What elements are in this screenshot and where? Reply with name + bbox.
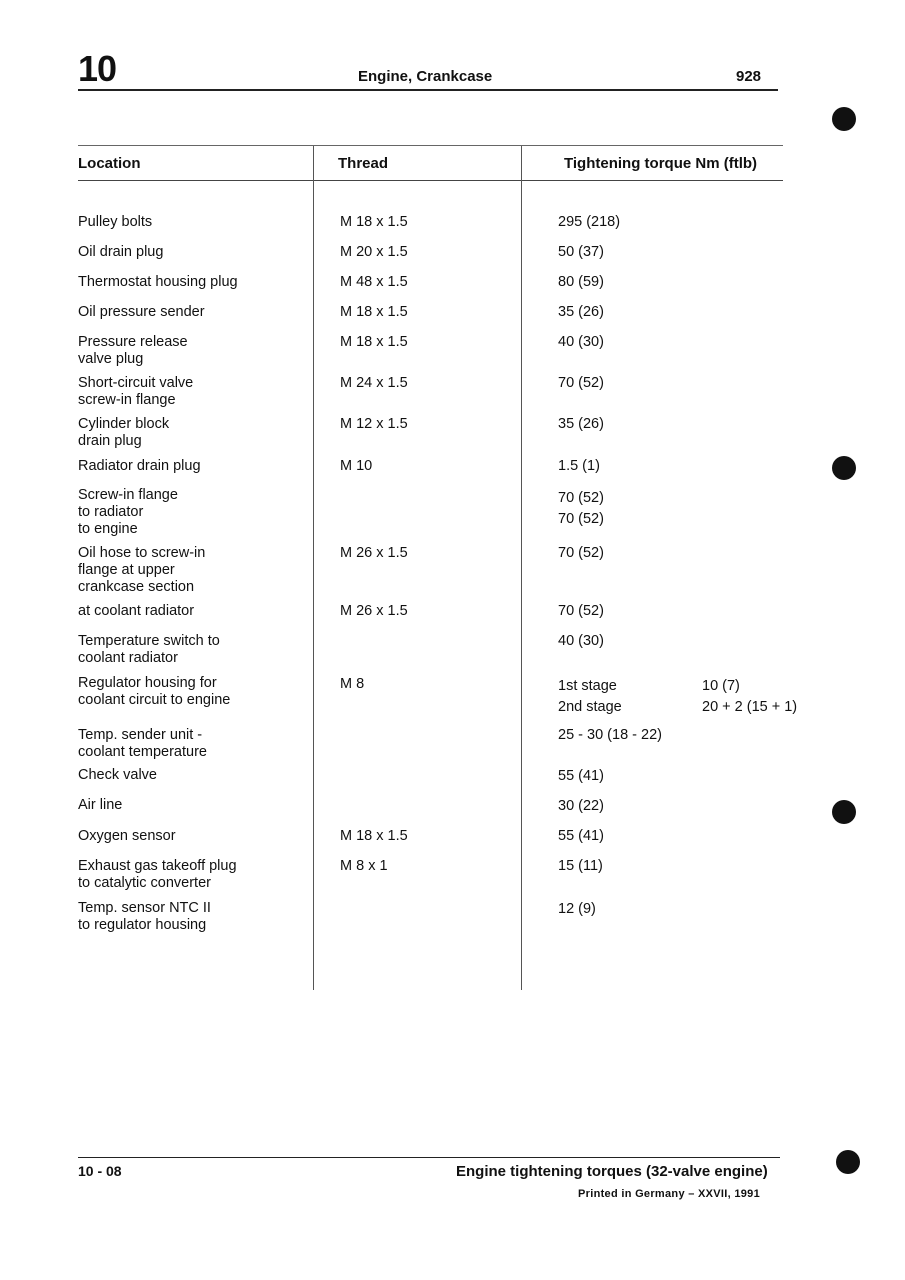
thread-cell: M 26 x 1.5 [340, 603, 408, 619]
header-rule [78, 89, 778, 91]
footer-title: Engine tightening torques (32-valve engine) [456, 1163, 768, 1180]
printed-notice: Printed in Germany – XXVII, 1991 [578, 1188, 761, 1200]
torque-cell: 40 (30) [558, 633, 604, 649]
thread-cell: M 18 x 1.5 [340, 214, 408, 230]
thread-cell: M 18 x 1.5 [340, 304, 408, 320]
punch-hole-icon [832, 107, 856, 131]
torque-cell: 35 (26) [558, 416, 604, 432]
location-cell: Oil drain plug [78, 244, 164, 260]
location-cell: Temp. sender unit - coolant temperature [78, 727, 207, 760]
torque-cell: 70 (52) 70 (52) [558, 490, 604, 527]
thread-cell: M 26 x 1.5 [340, 545, 408, 561]
torque-cell: 55 (41) [558, 768, 604, 784]
torque-cell: 70 (52) [558, 603, 604, 619]
column-header-location: Location [78, 155, 141, 172]
punch-hole-icon [832, 800, 856, 824]
location-cell: Oxygen sensor [78, 828, 176, 844]
thread-cell: M 12 x 1.5 [340, 416, 408, 432]
location-cell: Cylinder block drain plug [78, 416, 170, 449]
thread-cell: M 10 [340, 458, 373, 474]
location-cell: Temp. sensor NTC II to regulator housing [78, 900, 211, 933]
thread-cell: M 18 x 1.5 [340, 828, 408, 844]
thread-cell: M 8 x 1 [340, 858, 388, 874]
location-cell: Screw-in flange to radiator to engine [78, 487, 178, 537]
thread-cell: M 48 x 1.5 [340, 274, 408, 290]
location-cell: Regulator housing for coolant circuit to engine [78, 675, 231, 708]
torque-cell: 30 (22) [558, 798, 604, 814]
punch-hole-icon [836, 1150, 860, 1174]
torque-cell: 70 (52) [558, 375, 604, 391]
thread-cell: M 8 [340, 676, 365, 692]
torque-cell: 55 (41) [558, 828, 604, 844]
torque-cell: 70 (52) [558, 545, 604, 561]
location-cell: Check valve [78, 767, 157, 783]
table-top-rule [78, 145, 783, 146]
thread-cell: M 20 x 1.5 [340, 244, 408, 260]
torque-cell: 80 (59) [558, 274, 604, 290]
torque-cell: 15 (11) [558, 858, 603, 874]
location-cell: Pressure release valve plug [78, 334, 188, 367]
column-header-torque: Tightening torque Nm (ftlb) [564, 155, 758, 172]
chapter-number: 10 [78, 48, 117, 89]
column-header-thread: Thread [338, 155, 389, 172]
footer-rule [78, 1157, 780, 1158]
column-divider-1 [313, 146, 314, 990]
location-cell: Oil pressure sender [78, 304, 205, 320]
torque-cell: 1.5 (1) [558, 458, 600, 474]
location-cell: Thermostat housing plug [78, 274, 238, 290]
torque-stage-value-cell: 10 (7) 20 + 2 (15 + 1) [702, 678, 798, 715]
thread-cell: M 18 x 1.5 [340, 334, 408, 350]
page-number: 10 - 08 [78, 1163, 122, 1179]
location-cell: Exhaust gas takeoff plug to catalytic converter [78, 858, 237, 891]
location-cell: Pulley bolts [78, 214, 153, 230]
torque-cell: 295 (218) [558, 214, 621, 230]
location-cell: Temperature switch to coolant radiator [78, 633, 220, 666]
torque-cell: 50 (37) [558, 244, 604, 260]
torque-cell: 12 (9) [558, 901, 596, 917]
thread-cell: M 24 x 1.5 [340, 375, 408, 391]
location-cell: Oil hose to screw-in flange at upper crankcase section [78, 545, 206, 595]
torque-cell: 35 (26) [558, 304, 604, 320]
location-cell: at coolant radiator [78, 603, 195, 619]
punch-hole-icon [832, 456, 856, 480]
table-header-rule [78, 180, 783, 181]
location-cell: Air line [78, 797, 123, 813]
torque-cell: 25 - 30 (18 - 22) [558, 727, 662, 743]
model-number: 928 [736, 68, 762, 85]
location-cell: Short-circuit valve screw-in flange [78, 375, 194, 408]
column-divider-2 [521, 146, 522, 990]
torque-cell: 40 (30) [558, 334, 604, 350]
section-title: Engine, Crankcase [358, 68, 493, 85]
torque-stage-cell: 1st stage 2nd stage [558, 678, 622, 715]
location-cell: Radiator drain plug [78, 458, 201, 474]
